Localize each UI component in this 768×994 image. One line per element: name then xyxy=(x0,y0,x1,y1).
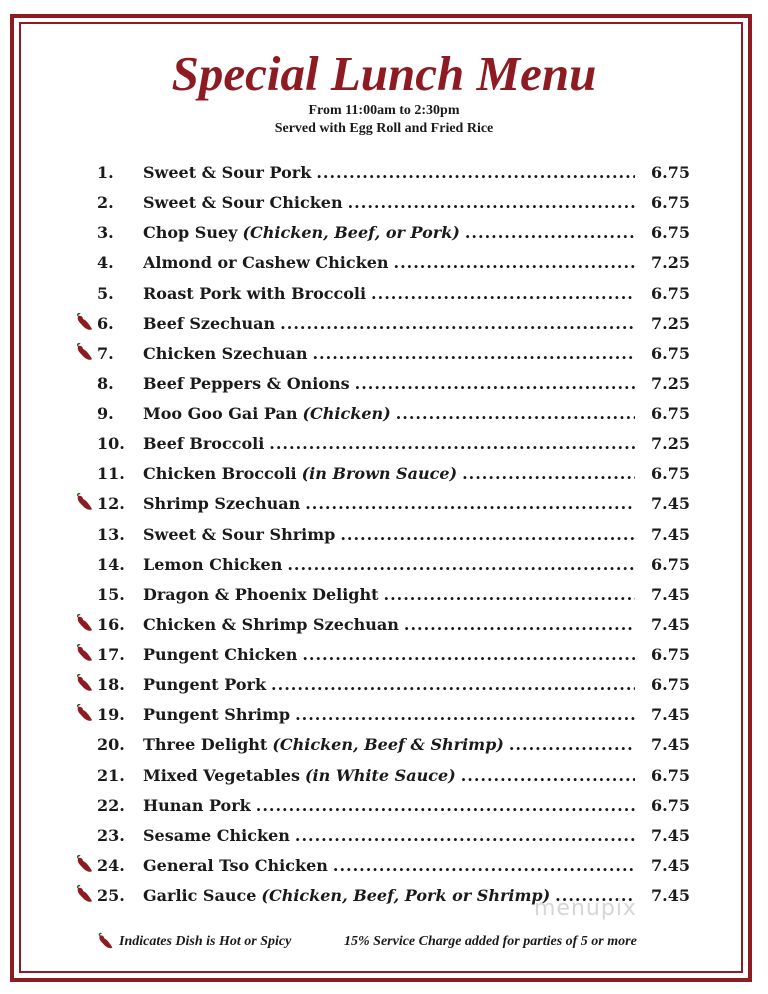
dot-leader xyxy=(271,674,635,696)
item-price: 7.45 xyxy=(651,524,690,544)
item-number: 1. xyxy=(97,163,114,182)
dot-leader xyxy=(287,554,635,576)
item-price: 6.75 xyxy=(651,765,690,785)
dot-leader xyxy=(396,403,635,425)
item-name-line xyxy=(143,734,635,756)
item-price: 6.75 xyxy=(651,795,690,815)
item-note: (Chicken) xyxy=(302,404,391,423)
item-name-line xyxy=(143,343,635,365)
dot-leader xyxy=(280,313,635,335)
item-price: 6.75 xyxy=(651,163,690,182)
dot-leader xyxy=(384,584,635,606)
dot-leader xyxy=(269,433,635,455)
item-number: 22. xyxy=(97,795,125,815)
item-name: Almond or Cashew Chicken xyxy=(143,253,389,273)
item-name-line xyxy=(143,704,635,726)
item-note: (Chicken, Beef, Pork or Shrimp) xyxy=(261,886,551,905)
item-number: 19. xyxy=(97,705,125,725)
dot-leader xyxy=(312,343,635,365)
menu-list xyxy=(0,158,768,911)
item-price: 7.45 xyxy=(651,584,690,604)
item-name: Dragon & Phoenix Delight xyxy=(143,584,379,604)
item-name: Chop Suey xyxy=(143,223,238,243)
chili-pepper-icon xyxy=(74,343,96,363)
menu-item xyxy=(0,520,768,550)
item-name: Shrimp Szechuan xyxy=(143,494,301,514)
item-price: 7.45 xyxy=(651,614,690,634)
item-price: 6.75 xyxy=(651,193,690,213)
dot-leader xyxy=(462,463,635,485)
item-price: 6.75 xyxy=(651,675,690,695)
dot-leader xyxy=(333,855,635,877)
chili-pepper-icon xyxy=(74,885,96,905)
menu-item xyxy=(0,640,768,670)
item-name-line xyxy=(143,373,635,395)
item-name: Hunan Pork xyxy=(143,795,251,815)
item-name-line xyxy=(143,463,635,485)
menu-item xyxy=(0,730,768,760)
item-name-line xyxy=(143,644,635,666)
menu-title: Special Lunch Menu xyxy=(171,46,597,101)
item-name-line xyxy=(143,614,635,636)
item-name-line xyxy=(143,192,635,214)
item-name-line xyxy=(143,283,635,305)
menu-item xyxy=(0,339,768,369)
dot-leader xyxy=(305,493,635,515)
item-name-line xyxy=(143,403,635,425)
item-note: (in White Sauce) xyxy=(304,765,456,785)
footer xyxy=(0,930,768,954)
item-number: 17. xyxy=(97,645,125,664)
item-name: Pungent Chicken xyxy=(143,645,298,664)
item-name-line xyxy=(143,162,635,184)
item-name: Sweet & Sour Pork xyxy=(143,163,312,182)
menu-item xyxy=(0,489,768,519)
served-with-text: Served with Egg Roll and Fried Rice xyxy=(274,121,494,136)
menu-item xyxy=(0,188,768,218)
item-price: 7.45 xyxy=(651,494,690,514)
item-note: (in Brown Sauce) xyxy=(301,464,458,484)
dot-leader xyxy=(302,644,635,666)
item-number: 23. xyxy=(97,825,125,845)
item-name: Sweet & Sour Shrimp xyxy=(143,524,336,544)
item-name: Roast Pork with Broccoli xyxy=(143,283,367,303)
item-name-line xyxy=(143,252,635,274)
menu-item xyxy=(0,761,768,791)
menu-item xyxy=(0,399,768,429)
dot-leader xyxy=(404,614,635,636)
dot-leader xyxy=(348,192,635,214)
menu-item xyxy=(0,550,768,580)
item-number: 11. xyxy=(97,464,125,484)
item-note: (Chicken, Beef, or Pork) xyxy=(242,223,460,243)
dot-leader xyxy=(465,222,635,244)
service-charge-note: 15% Service Charge added for parties of 5 or more xyxy=(344,934,637,949)
item-price: 6.75 xyxy=(651,645,690,664)
item-price: 6.75 xyxy=(651,343,690,363)
dot-leader xyxy=(355,373,635,395)
dot-leader xyxy=(295,704,635,726)
item-name: Pungent Pork xyxy=(143,675,267,695)
watermark: menupix xyxy=(534,896,637,921)
menu-item xyxy=(0,429,768,459)
item-name: Chicken Szechuan xyxy=(143,343,308,363)
item-name: Beef Szechuan xyxy=(143,313,276,333)
item-name: Chicken & Shrimp Szechuan xyxy=(143,614,399,634)
item-name: Chicken Broccoli xyxy=(143,464,297,484)
item-name-line xyxy=(143,795,635,817)
item-name: General Tso Chicken xyxy=(143,855,328,875)
item-number: 9. xyxy=(97,404,114,423)
chili-pepper-icon xyxy=(74,674,96,694)
dot-leader xyxy=(256,795,635,817)
item-name: Lemon Chicken xyxy=(143,554,283,574)
item-price: 6.75 xyxy=(651,283,690,303)
item-name: Beef Peppers & Onions xyxy=(143,373,350,393)
menu-item xyxy=(0,791,768,821)
item-price: 7.25 xyxy=(651,373,690,393)
item-name: Pungent Shrimp xyxy=(143,705,291,725)
item-number: 6. xyxy=(97,313,114,333)
item-price: 6.75 xyxy=(651,223,690,243)
item-number: 16. xyxy=(97,614,125,634)
item-number: 20. xyxy=(97,735,125,755)
menu-item xyxy=(0,158,768,188)
item-name: Sesame Chicken xyxy=(143,825,290,845)
item-name-line xyxy=(143,765,635,787)
item-price: 7.25 xyxy=(651,253,690,273)
chili-pepper-icon xyxy=(74,855,96,875)
item-name: Three Delight xyxy=(143,735,268,755)
dot-leader xyxy=(371,283,635,305)
item-name-line xyxy=(143,493,635,515)
item-name-line xyxy=(143,524,635,546)
item-price: 6.75 xyxy=(651,554,690,574)
chili-pepper-icon xyxy=(74,644,96,664)
item-number: 14. xyxy=(97,554,125,574)
menu-item xyxy=(0,369,768,399)
item-price: 7.45 xyxy=(651,825,690,845)
chili-pepper-icon xyxy=(74,313,96,333)
item-number: 18. xyxy=(97,675,125,695)
item-name: Sweet & Sour Chicken xyxy=(143,193,343,213)
menu-item xyxy=(0,309,768,339)
spicy-legend: Indicates Dish is Hot or Spicy xyxy=(119,934,292,949)
item-number: 3. xyxy=(97,223,114,243)
dot-leader xyxy=(340,524,635,546)
chili-pepper-icon xyxy=(74,493,96,513)
item-name-line xyxy=(143,855,635,877)
item-price: 7.25 xyxy=(651,434,690,454)
chili-pepper-icon xyxy=(96,932,116,952)
item-price: 7.25 xyxy=(651,313,690,333)
menu-item xyxy=(0,610,768,640)
item-number: 5. xyxy=(97,283,114,303)
hours-text: From 11:00am to 2:30pm xyxy=(308,103,460,118)
menu-item xyxy=(0,248,768,278)
menu-item xyxy=(0,459,768,489)
dot-leader xyxy=(509,734,635,756)
item-number: 10. xyxy=(97,434,125,454)
item-name: Moo Goo Gai Pan xyxy=(143,404,298,423)
item-number: 12. xyxy=(97,494,125,514)
item-name-line xyxy=(143,674,635,696)
item-number: 25. xyxy=(97,886,125,905)
dot-leader xyxy=(295,825,635,847)
menu-item xyxy=(0,700,768,730)
dot-leader xyxy=(461,765,635,787)
item-name: Garlic Sauce xyxy=(143,886,257,905)
dot-leader xyxy=(316,162,635,184)
item-price: 6.75 xyxy=(651,404,690,423)
item-note: (Chicken, Beef & Shrimp) xyxy=(272,735,504,755)
chili-pepper-icon xyxy=(74,704,96,724)
item-price: 7.45 xyxy=(651,886,690,905)
item-name-line xyxy=(143,584,635,606)
item-number: 7. xyxy=(97,343,114,363)
item-price: 7.45 xyxy=(651,855,690,875)
item-name-line xyxy=(143,313,635,335)
item-name: Beef Broccoli xyxy=(143,434,265,454)
menu-item xyxy=(0,670,768,700)
item-price: 7.45 xyxy=(651,705,690,725)
menu-item xyxy=(0,580,768,610)
item-name-line xyxy=(143,825,635,847)
menu-item xyxy=(0,821,768,851)
item-name: Mixed Vegetables xyxy=(143,765,300,785)
menu-item xyxy=(0,851,768,881)
item-number: 24. xyxy=(97,855,125,875)
item-name-line xyxy=(143,554,635,576)
item-number: 21. xyxy=(97,765,125,785)
menu-item xyxy=(0,279,768,309)
item-name-line xyxy=(143,222,635,244)
item-price: 7.45 xyxy=(651,735,690,755)
item-price: 6.75 xyxy=(651,464,690,484)
chili-pepper-icon xyxy=(74,614,96,634)
item-number: 13. xyxy=(97,524,125,544)
item-number: 8. xyxy=(97,373,114,393)
menu-item xyxy=(0,881,768,911)
item-number: 2. xyxy=(97,193,114,213)
item-number: 15. xyxy=(97,584,125,604)
menu-item xyxy=(0,218,768,248)
item-number: 4. xyxy=(97,253,114,273)
item-name-line xyxy=(143,433,635,455)
dot-leader xyxy=(394,252,635,274)
